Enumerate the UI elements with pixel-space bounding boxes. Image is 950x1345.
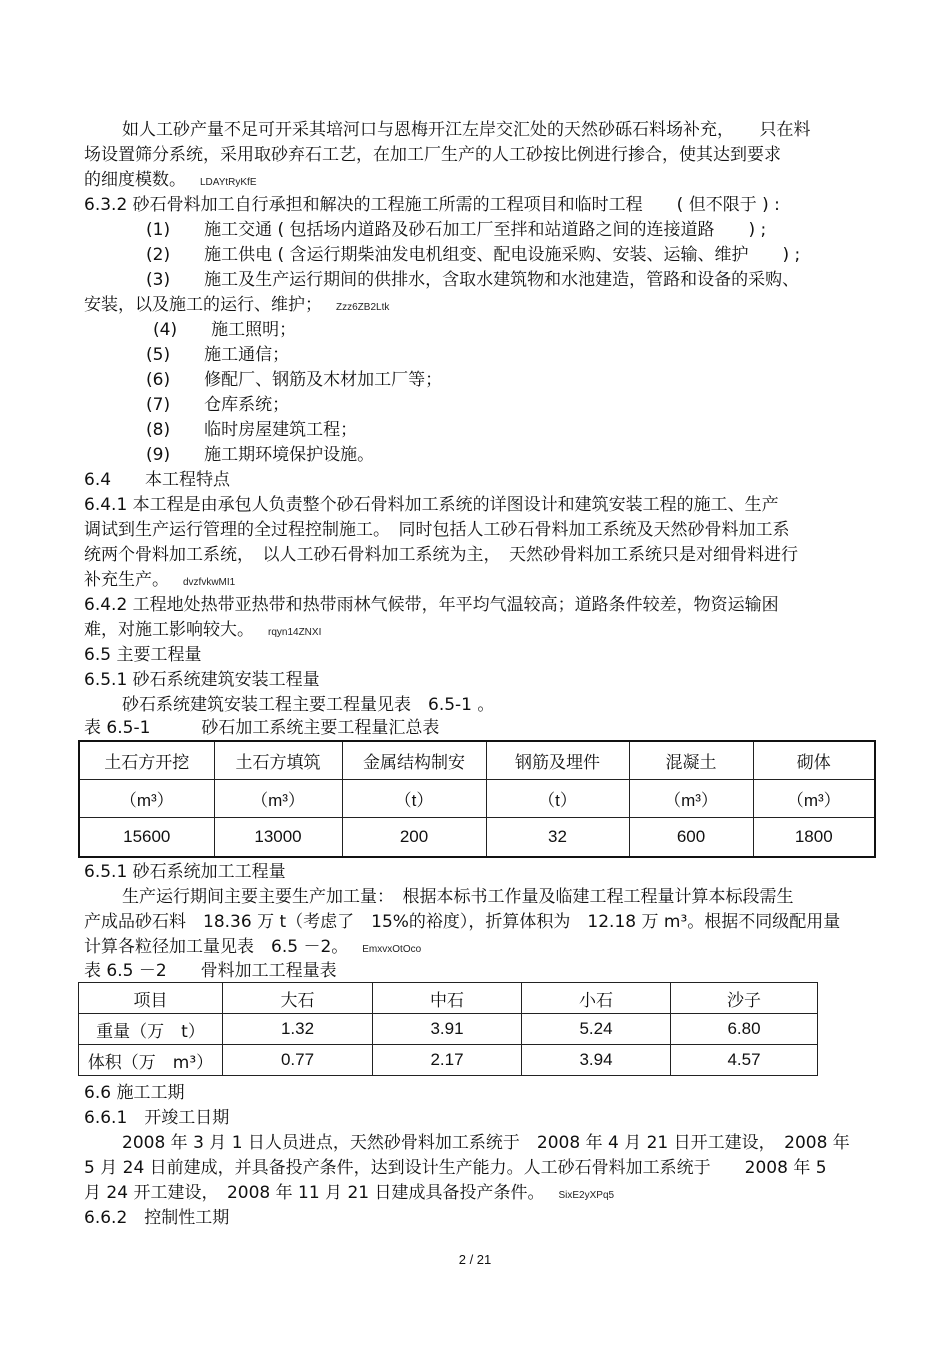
line-text: 6.4.2 工程地处热带亚热带和热带雨林气候带，年平均气温较高；道路条件较差，物资运输困 bbox=[84, 595, 779, 615]
table-unit-cell: （t） bbox=[342, 780, 486, 818]
text-line bbox=[84, 495, 779, 517]
line-text: 6.5.1 砂石系统建筑安装工程量 bbox=[84, 670, 320, 690]
table-header-cell: 小石 bbox=[522, 983, 671, 1014]
line-text: 6.5.1 砂石系统加工工程量 bbox=[84, 862, 286, 882]
table-6-5-1 bbox=[78, 740, 876, 858]
line-text: 6.3.2 砂石骨料加工自行承担和解决的工程施工所需的工程项目和临时工程 ( 但不限于 ) : bbox=[84, 195, 780, 215]
text-line bbox=[122, 1133, 850, 1155]
text-line bbox=[84, 595, 779, 617]
table-unit-cell: （m³） bbox=[629, 780, 753, 818]
text-line bbox=[84, 961, 337, 983]
line-text: 6.6.2 控制性工期 bbox=[84, 1208, 230, 1228]
line-text: 统两个骨料加工系统， 以人工砂石骨料加工系统为主， 天然砂骨料加工系统只是对细骨料进行 bbox=[84, 545, 798, 565]
text-line bbox=[122, 887, 794, 909]
table-header-cell: 混凝土 bbox=[629, 741, 753, 780]
text-line bbox=[84, 1208, 229, 1230]
line-text: 表 6.5-1 砂石加工系统主要工程量汇总表 bbox=[84, 718, 440, 738]
table-header-row bbox=[79, 983, 818, 1014]
line-text: 安装，以及施工的运行、维护； bbox=[84, 295, 322, 315]
table-row-label: 体积（万 m³） bbox=[79, 1045, 223, 1076]
table-value-cell: 600 bbox=[629, 818, 753, 858]
line-text: (3) 施工及生产运行期间的供排水，含取水建筑物和水池建造，管路和设备的采购、 bbox=[146, 270, 800, 290]
text-line bbox=[146, 445, 374, 467]
table-value-cell: 3.91 bbox=[373, 1014, 522, 1045]
line-text: 补充生产。 bbox=[84, 570, 169, 590]
table-value-cell: 13000 bbox=[214, 818, 342, 858]
text-line bbox=[146, 345, 289, 367]
text-line bbox=[122, 695, 494, 717]
text-line bbox=[84, 195, 780, 217]
page-number: 2 / 21 bbox=[458, 1252, 492, 1267]
line-text: 产成品砂石料 18.36 万 t（考虑了 15%的裕度），折算体积为 12.18 万 m³。根据不同级配用量 bbox=[84, 912, 841, 932]
table-header-cell: 钢筋及埋件 bbox=[486, 741, 629, 780]
table-6-5-2 bbox=[78, 982, 818, 1076]
doc-code: dvzfvkwMI1 bbox=[183, 577, 236, 588]
line-text: 6.5 主要工程量 bbox=[84, 645, 202, 665]
table-value-row bbox=[79, 818, 875, 858]
text-line bbox=[84, 1183, 614, 1205]
line-text: 5 月 24 日前建成，并具备投产条件，达到设计生产能力。人工砂石骨料加工系统于 2008 年 5 bbox=[84, 1158, 827, 1178]
text-line bbox=[146, 370, 442, 392]
line-text: 场设置筛分系统，采用取砂弃石工艺，在加工厂生产的人工砂按比例进行掺合，使其达到要求 bbox=[84, 145, 781, 165]
text-line bbox=[84, 520, 790, 542]
text-line bbox=[146, 395, 289, 417]
line-text: 难，对施工影响较大。 bbox=[84, 620, 254, 640]
doc-code: rqyn14ZNXI bbox=[268, 627, 322, 638]
table-header-cell: 金属结构制安 bbox=[342, 741, 486, 780]
table-value-cell: 200 bbox=[342, 818, 486, 858]
line-text: 月 24 开工建设， 2008 年 11 月 21 日建成具备投产条件。 bbox=[84, 1183, 545, 1203]
text-line bbox=[146, 220, 766, 242]
line-text: (8) 临时房屋建筑工程； bbox=[146, 420, 358, 440]
table-value-cell: 2.17 bbox=[373, 1045, 522, 1076]
text-line bbox=[84, 670, 320, 692]
table-row-label: 重量（万 t） bbox=[79, 1014, 223, 1045]
text-line bbox=[84, 1158, 827, 1180]
text-line bbox=[122, 120, 811, 142]
table-header-cell: 大石 bbox=[223, 983, 373, 1014]
line-text: 如人工砂产量不足可开采其培河口与恩梅开江左岸交汇处的天然砂砾石料场补充， 只在料 bbox=[122, 120, 811, 140]
line-text: (1) 施工交通 ( 包括场内道路及砂石加工厂至拌和站道路之间的连接道路 ) ; bbox=[146, 220, 767, 240]
text-line bbox=[84, 145, 781, 167]
line-text: (5) 施工通信； bbox=[146, 345, 290, 365]
table-value-cell: 0.77 bbox=[223, 1045, 373, 1076]
doc-code: LDAYtRyKfE bbox=[200, 177, 257, 188]
text-line bbox=[84, 862, 286, 884]
text-line bbox=[146, 245, 800, 267]
text-line bbox=[84, 1083, 184, 1105]
line-text: (9) 施工期环境保护设施。 bbox=[146, 445, 375, 465]
line-text: 生产运行期间主要主要生产加工量： 根据本标书工作量及临建工程工程量计算本标段需生 bbox=[122, 887, 794, 907]
text-line bbox=[84, 1108, 229, 1130]
text-line bbox=[84, 470, 230, 492]
doc-code: Zzz6ZB2Ltk bbox=[336, 302, 390, 313]
line-text: (2) 施工供电 ( 含运行期柴油发电机组变、配电设施采购、安装、运输、维护 ) ; bbox=[146, 245, 801, 265]
table-unit-row bbox=[79, 780, 875, 818]
table-value-cell: 15600 bbox=[79, 818, 214, 858]
table-header-row bbox=[79, 741, 875, 780]
table-unit-cell: （m³） bbox=[753, 780, 875, 818]
table-header-cell: 土石方填筑 bbox=[214, 741, 342, 780]
table-unit-cell: （t） bbox=[486, 780, 629, 818]
doc-code: SixE2yXPq5 bbox=[558, 1190, 615, 1201]
table-header-cell: 沙子 bbox=[671, 983, 818, 1014]
table-unit-cell: （m³） bbox=[79, 780, 214, 818]
table-header-cell: 土石方开挖 bbox=[79, 741, 214, 780]
table-value-cell: 1.32 bbox=[223, 1014, 373, 1045]
text-line bbox=[84, 718, 439, 740]
line-text: 6.6.1 开竣工日期 bbox=[84, 1108, 230, 1128]
text-line bbox=[84, 937, 421, 959]
table-value-cell: 32 bbox=[486, 818, 629, 858]
line-text: 的细度模数。 bbox=[84, 170, 186, 190]
table-header-cell: 中石 bbox=[373, 983, 522, 1014]
text-line bbox=[84, 645, 201, 667]
line-text: (4) 施工照明； bbox=[153, 320, 297, 340]
text-line bbox=[84, 570, 235, 592]
table-row-weight bbox=[79, 1014, 818, 1045]
line-text: 2008 年 3 月 1 日人员进点，天然砂骨料加工系统于 2008 年 4 月 21 日开工建设， 2008 年 bbox=[122, 1133, 850, 1153]
table-header-cell: 项目 bbox=[79, 983, 223, 1014]
text-line bbox=[84, 545, 798, 567]
table-value-cell: 4.57 bbox=[671, 1045, 818, 1076]
table-value-cell: 3.94 bbox=[522, 1045, 671, 1076]
line-text: 表 6.5 －2 骨料加工工程量表 bbox=[84, 961, 337, 981]
table-value-cell: 5.24 bbox=[522, 1014, 671, 1045]
text-line bbox=[153, 320, 296, 342]
table-value-cell: 1800 bbox=[753, 818, 875, 858]
line-text: 6.4.1 本工程是由承包人负责整个砂石骨料加工系统的详图设计和建筑安装工程的施工、生产 bbox=[84, 495, 779, 515]
line-text: (7) 仓库系统； bbox=[146, 395, 290, 415]
table-value-cell: 6.80 bbox=[671, 1014, 818, 1045]
doc-code: EmxvxOtOco bbox=[362, 944, 422, 955]
text-line bbox=[84, 295, 389, 317]
table-header-cell: 砌体 bbox=[753, 741, 875, 780]
text-line bbox=[146, 270, 799, 292]
line-text: 计算各粒径加工量见表 6.5 －2。 bbox=[84, 937, 349, 957]
line-text: (6) 修配厂、钢筋及木材加工厂等； bbox=[146, 370, 443, 390]
text-line bbox=[84, 620, 321, 642]
text-line bbox=[146, 420, 357, 442]
text-line bbox=[84, 170, 257, 192]
line-text: 6.4 本工程特点 bbox=[84, 470, 231, 490]
table-row-volume bbox=[79, 1045, 818, 1076]
line-text: 6.6 施工工期 bbox=[84, 1083, 185, 1103]
table-unit-cell: （m³） bbox=[214, 780, 342, 818]
text-line bbox=[84, 912, 840, 934]
line-text: 调试到生产运行管理的全过程控制施工。 同时包括人工砂石骨料加工系统及天然砂骨料加工系 bbox=[84, 520, 790, 540]
line-text: 砂石系统建筑安装工程主要工程量见表 6.5-1 。 bbox=[122, 695, 495, 715]
